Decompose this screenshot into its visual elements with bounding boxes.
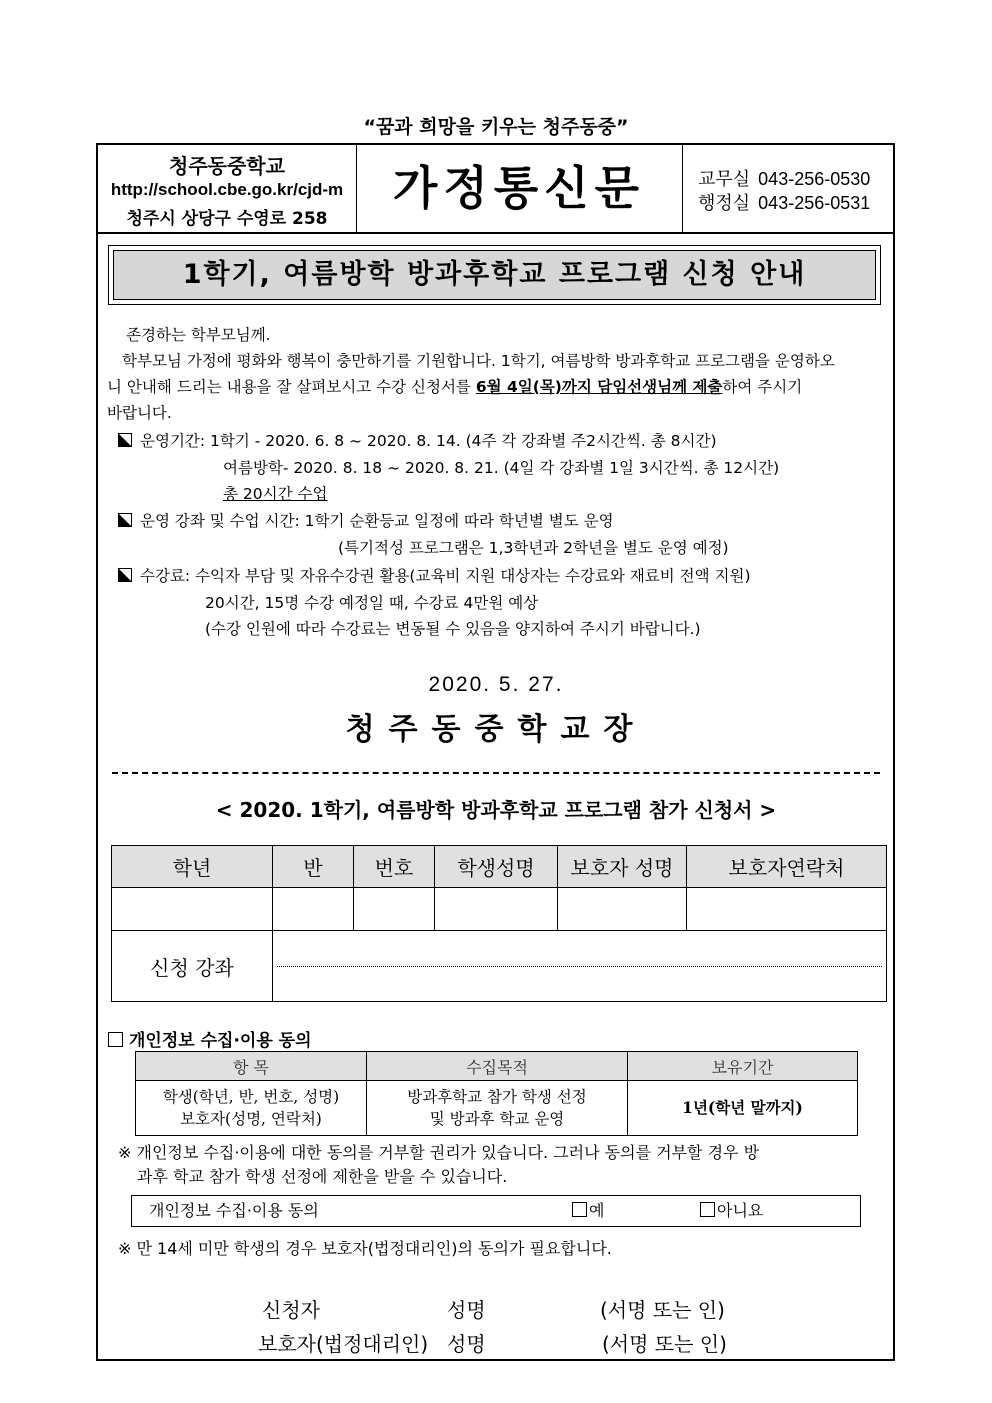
period-total: 총 20시간 수업 bbox=[223, 485, 328, 503]
privacy-retention: 1년(학년 말까지) bbox=[628, 1081, 858, 1136]
under14-notice: ※ 만 14세 미만 학생의 경우 보호자(법정대리인)의 동의가 필요합니다. bbox=[118, 1239, 612, 1258]
issue-date: 2020. 5. 27. bbox=[428, 673, 564, 696]
greeting: 존경하는 학부모님께. bbox=[126, 326, 271, 344]
course-row bbox=[112, 931, 887, 1002]
slogan: “꿈과 희망을 키우는 청주동중” bbox=[363, 116, 629, 138]
phone-academic-office bbox=[698, 165, 870, 191]
bullet-period bbox=[118, 428, 717, 454]
col-number: 번호 bbox=[354, 846, 435, 888]
applicant-label: 신청자 bbox=[262, 1298, 320, 1322]
checkbox-icon bbox=[108, 1032, 123, 1047]
col-purpose: 수집목적 bbox=[367, 1052, 628, 1081]
bullet-icon bbox=[118, 513, 132, 527]
school-url[interactable]: http://school.cbe.go.kr/cjd-m bbox=[110, 180, 344, 199]
number-cell[interactable] bbox=[354, 888, 435, 931]
fee-line-1: 수강료: 수익자 부담 및 자유수강권 활용(교육비 지원 대상자는 수강료와 재료비 전액 지원) bbox=[140, 567, 751, 585]
consent-box bbox=[131, 1195, 861, 1227]
bullet-course bbox=[118, 508, 614, 534]
table-row bbox=[112, 888, 887, 931]
header-divider-left bbox=[356, 143, 357, 232]
col-guardian-contact: 보호자연락처 bbox=[687, 846, 887, 888]
bullet-icon bbox=[118, 568, 132, 582]
grade-cell[interactable] bbox=[112, 888, 273, 931]
privacy-items bbox=[136, 1081, 367, 1136]
phone-label: 교무실 bbox=[698, 169, 751, 190]
phone-number: 043-256-0531 bbox=[758, 193, 871, 213]
fee-line-3: (수강 인원에 따라 수강료는 변동될 수 있음을 양지하여 주시기 바랍니다.) bbox=[205, 620, 701, 638]
col-item: 항 목 bbox=[136, 1052, 367, 1081]
phone-number: 043-256-0530 bbox=[758, 169, 871, 189]
student-name-cell[interactable] bbox=[435, 888, 558, 931]
course-label: 신청 강좌 bbox=[112, 931, 273, 1002]
intro-line-3: 바랍니다. bbox=[107, 404, 172, 422]
privacy-notice-2: 과후 학교 참가 학생 선정에 제한을 받을 수 있습니다. bbox=[137, 1167, 508, 1186]
application-table bbox=[111, 845, 887, 1002]
phone-admin-office bbox=[698, 189, 870, 215]
phone-label: 행정실 bbox=[698, 193, 751, 214]
privacy-header-row bbox=[136, 1052, 858, 1081]
guardian-contact-cell[interactable] bbox=[687, 888, 887, 931]
deadline-highlight: 6월 4일(목)까지 담임선생님께 제출 bbox=[475, 378, 723, 396]
purpose-line: 및 방과후 학교 운영 bbox=[429, 1110, 565, 1128]
checkbox-icon[interactable] bbox=[700, 1202, 715, 1217]
privacy-heading-text: 개인정보 수집·이용 동의 bbox=[129, 1031, 312, 1051]
privacy-notice-1: ※ 개인정보 수집·이용에 대한 동의를 거부할 권리가 있습니다. 그러나 동의를 거부할 경우 방 bbox=[118, 1143, 760, 1162]
intro-line-1: 학부모님 가정에 평화와 행복이 충만하기를 기원합니다. 1학기, 여름방학 방과후학교 프로그램을 운영하오 bbox=[122, 352, 835, 370]
privacy-purpose bbox=[367, 1081, 628, 1136]
privacy-table bbox=[135, 1051, 858, 1136]
fee-line-2: 20시간, 15명 수강 예정일 때, 수강료 4만원 예상 bbox=[205, 594, 539, 612]
header-divider-right bbox=[682, 143, 683, 232]
item-student: 학생(학년, 반, 번호, 성명) bbox=[162, 1088, 340, 1106]
form-title: < 2020. 1학기, 여름방학 방과후학교 프로그램 참가 신청서 > bbox=[215, 798, 777, 822]
school-address: 청주시 상당구 수영로 258 bbox=[126, 209, 328, 229]
bullet-icon bbox=[118, 433, 132, 447]
cut-line bbox=[112, 772, 880, 774]
guardian-label: 보호자(법정대리인) bbox=[258, 1332, 429, 1356]
table-header-row bbox=[112, 846, 887, 888]
purpose-line: 방과후학교 참가 학생 선정 bbox=[407, 1088, 587, 1106]
applicant-name-label: 성명 bbox=[447, 1298, 486, 1322]
intro-line-2 bbox=[107, 374, 802, 400]
table-row bbox=[136, 1081, 858, 1136]
notice-banner: 1학기, 여름방학 방과후학교 프로그램 신청 안내 bbox=[113, 250, 876, 300]
checkbox-icon[interactable] bbox=[572, 1202, 587, 1217]
col-guardian-name: 보호자 성명 bbox=[558, 846, 687, 888]
col-class: 반 bbox=[273, 846, 354, 888]
col-grade: 학년 bbox=[112, 846, 273, 888]
no-label: 아니요 bbox=[717, 1201, 764, 1220]
course-divider bbox=[277, 966, 882, 967]
col-student-name: 학생성명 bbox=[435, 846, 558, 888]
course-field[interactable] bbox=[273, 931, 887, 1002]
consent-label: 개인정보 수집·이용 동의 bbox=[149, 1201, 319, 1220]
course-line-2: (특기적성 프로그램은 1,3학년과 2학년을 별도 운영 예정) bbox=[338, 539, 729, 557]
intro-text: 하여 주시기 bbox=[722, 378, 803, 396]
guardian-name-cell[interactable] bbox=[558, 888, 687, 931]
guardian-name-label: 성명 bbox=[447, 1332, 486, 1356]
item-guardian: 보호자(성명, 연락처) bbox=[180, 1110, 322, 1128]
course-line-1: 운영 강좌 및 수업 시간: 1학기 순환등교 일정에 따라 학년별 별도 운영 bbox=[140, 512, 614, 530]
privacy-heading bbox=[108, 1026, 312, 1051]
class-cell[interactable] bbox=[273, 888, 354, 931]
principal-signature: 청주동중학교장 bbox=[345, 712, 647, 747]
consent-no[interactable] bbox=[700, 1196, 763, 1226]
bullet-fee bbox=[118, 563, 751, 589]
period-line-1: 운영기간: 1학기 - 2020. 6. 8 ~ 2020. 8. 14. (4주 각 강좌별 주2시간씩. 총 8시간) bbox=[140, 432, 717, 450]
yes-label: 예 bbox=[589, 1201, 605, 1220]
intro-text: 니 안내해 드리는 내용을 잘 살펴보시고 수강 신청서를 bbox=[107, 378, 476, 396]
col-retention: 보유기간 bbox=[628, 1052, 858, 1081]
applicant-sign-hint[interactable]: (서명 또는 인) bbox=[600, 1298, 725, 1322]
newsletter-title: 가정통신문 bbox=[392, 161, 646, 215]
period-line-2: 여름방학- 2020. 8. 18 ~ 2020. 8. 21. (4일 각 강좌별 1일 3시간씩. 총 12시간) bbox=[223, 459, 780, 477]
school-name: 청주동중학교 bbox=[169, 154, 285, 178]
guardian-sign-hint[interactable]: (서명 또는 인) bbox=[602, 1332, 727, 1356]
consent-yes[interactable] bbox=[572, 1196, 604, 1226]
header-divider bbox=[96, 232, 895, 234]
